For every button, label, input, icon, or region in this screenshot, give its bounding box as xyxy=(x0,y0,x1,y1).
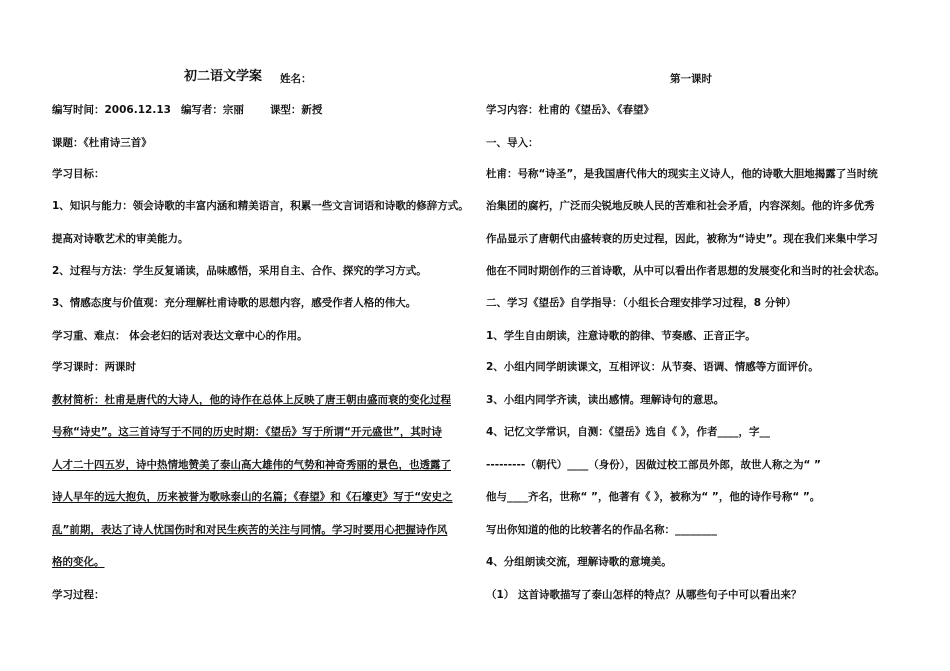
page-title: 初二语文学案 xyxy=(184,69,263,84)
analysis-line: 教材简析：杜甫是唐代的大诗人，他的诗作在总体上反映了唐王朝由盛而衰的变化过程 xyxy=(52,394,451,406)
process-heading: 学习过程： xyxy=(52,589,105,601)
analysis-line: 格的变化。 xyxy=(52,556,105,568)
goal-1-line-1: 1、知识与能力：领会诗歌的丰富内涵和精美语言，积累一些文言词语和诗歌的修辞方式。 xyxy=(52,200,469,212)
key-points: 学习重、难点： 体会老妇的话对表达文章中心的作用。 xyxy=(52,330,308,342)
goal-2: 2、过程与方法：学生反复诵读，品味感悟，采用自主、合作、探究的学习方式。 xyxy=(52,265,427,277)
question-1: （1） 这首诗歌描写了泰山怎样的特点？从哪些句子中可以看出来？ xyxy=(486,589,802,601)
name-label: 姓名： xyxy=(280,73,312,85)
meta-row xyxy=(52,103,322,117)
analysis-line: 人才二十四五岁，诗中热情地赞美了泰山高大雄伟的气势和神奇秀丽的景色，也透露了 xyxy=(52,459,451,471)
intro-paragraph-line: 治集团的腐朽，广泛而尖锐地反映人民的苦难和社会矛盾，内容深刻。他的许多优秀 xyxy=(486,200,875,212)
topic: 课题：《杜甫诗三首》 xyxy=(52,137,152,149)
section-2-heading: 二、学习《望岳》自学指导：（小组长合理安排学习过程，8 分钟） xyxy=(486,297,797,309)
meta-author: 编写者：宗丽 xyxy=(180,104,244,116)
meta-type: 课型：新授 xyxy=(269,104,323,116)
intro-paragraph-line: 他在不同时期创作的三首诗歌，从中可以看出作者思想的发展变化和当时的社会状态。 xyxy=(486,265,885,277)
intro-heading: 一、导入： xyxy=(486,137,539,149)
step-3: 3、小组内同学齐读，读出感情。理解诗句的意思。 xyxy=(486,394,725,406)
lesson-content: 学习内容：杜甫的《望岳》、《春望》 xyxy=(486,104,654,116)
goal-1-line-2: 提高对诗歌艺术的审美能力。 xyxy=(52,233,189,245)
analysis-line: 号称“诗史”。这三首诗写于不同的历史时期：《望岳》写于所谓“开元盛世”，其时诗 xyxy=(52,426,442,438)
step-2: 2、小组内同学朗读课文，互相评议：从节奏、语调、情感等方面评价。 xyxy=(486,361,819,373)
quiz-line: ---------（朝代）____（身份），因做过校工部员外郎，故世人称之为“ ” xyxy=(486,459,821,471)
intro-paragraph-line: 作品显示了唐朝代由盛转衰的历史过程，因此，被称为“诗史”。现在我们来集中学习 xyxy=(486,233,878,245)
step-1: 1、学生自由朗读，注意诗歌的韵律、节奏感、正音正字。 xyxy=(486,330,756,342)
goal-3: 3、情感态度与价值观：充分理解杜甫诗歌的思想内容，感受作者人格的伟大。 xyxy=(52,297,417,309)
lesson-hours: 学习课时：两课时 xyxy=(52,361,136,373)
quiz-line: 写出你知道的他的比较著名的作品名称：________ xyxy=(486,524,717,536)
analysis-line: 诗人早年的远大抱负，历来被誉为歌咏泰山的名篇；《春望》和《石壕吏》写于“安史之 xyxy=(52,491,453,503)
step-5: 4、分组朗读交流，理解诗歌的意境美。 xyxy=(486,556,672,568)
lesson-title: 第一课时 xyxy=(670,73,712,85)
goals-heading: 学习目标： xyxy=(52,168,105,180)
analysis-line: 乱”前期，表达了诗人忧国伤时和对民生疾苦的关注与同情。学习时要用心把握诗作风 xyxy=(52,524,448,536)
meta-time: 编写时间：2006.12.13 xyxy=(52,104,171,116)
intro-paragraph-line: 杜甫：号称“诗圣”，是我国唐代伟大的现实主义诗人，他的诗歌大胆地揭露了当时统 xyxy=(486,168,878,180)
quiz-line: 4、记忆文学常识，自测：《望岳》选自《 》，作者____，字__ xyxy=(486,426,770,438)
quiz-line: 他与____齐名，世称“ ”，他著有《 》，被称为“ ”，他的诗作号称“ ”。 xyxy=(486,491,821,503)
